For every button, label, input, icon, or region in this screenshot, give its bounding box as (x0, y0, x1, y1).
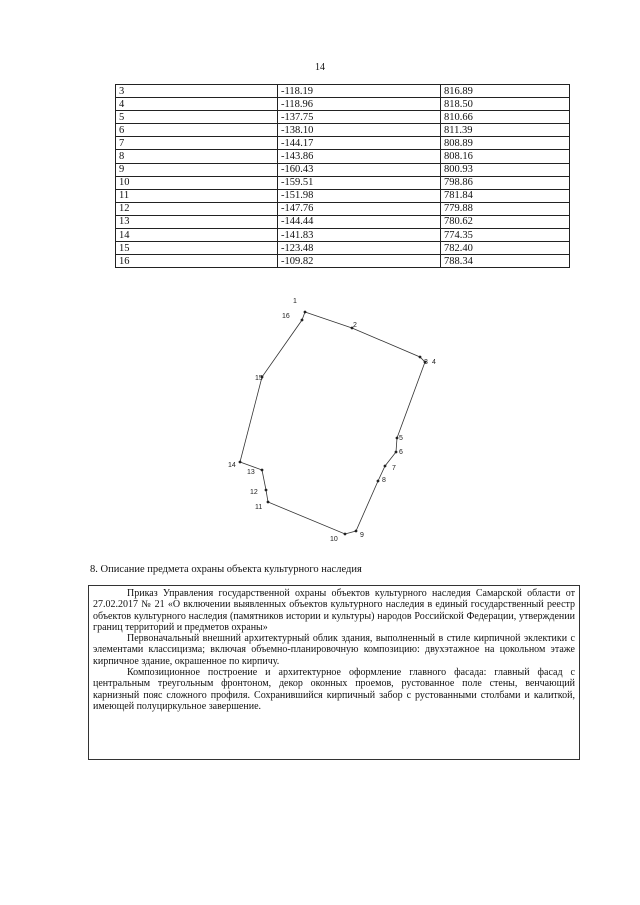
point-number-cell: 15 (116, 242, 278, 255)
point-label: 13 (247, 469, 255, 476)
point-label: 9 (360, 532, 364, 539)
boundary-point (384, 465, 387, 468)
point-label: 11 (255, 504, 263, 511)
y-coordinate-cell: 808.89 (441, 137, 570, 150)
x-coordinate-cell: -137.75 (278, 111, 441, 124)
y-coordinate-cell: 818.50 (441, 98, 570, 111)
point-number-cell: 11 (116, 189, 278, 202)
y-coordinate-cell: 780.62 (441, 215, 570, 228)
point-label: 1 (293, 298, 297, 305)
y-coordinate-cell: 808.16 (441, 150, 570, 163)
y-coordinate-cell: 811.39 (441, 124, 570, 137)
point-label: 3 (424, 359, 428, 366)
point-label: 7 (392, 465, 396, 472)
point-label: 15 (255, 375, 263, 382)
point-number-cell: 5 (116, 111, 278, 124)
boundary-point (419, 356, 422, 359)
point-label: 2 (353, 322, 357, 329)
x-coordinate-cell: -118.19 (278, 85, 441, 98)
x-coordinate-cell: -118.96 (278, 98, 441, 111)
point-number-cell: 16 (116, 255, 278, 268)
boundary-point (301, 319, 304, 322)
boundary-point (267, 501, 270, 504)
point-number-cell: 8 (116, 150, 278, 163)
x-coordinate-cell: -147.76 (278, 202, 441, 215)
boundary-point (355, 530, 358, 533)
y-coordinate-cell: 782.40 (441, 242, 570, 255)
point-number-cell: 9 (116, 163, 278, 176)
y-coordinate-cell: 779.88 (441, 202, 570, 215)
paragraph-order: Приказ Управления государственной охраны объектов культурного наследия Самарской области от 27.02.2017 № 21 «О включении выявленных объектов культурного наследия в единый государственный реестр объектов культурного наследия (памятников истории и культуры) народов Российской Федерации, утверждении границ территорий и предметов охраны» (93, 588, 575, 633)
x-coordinate-cell: -141.83 (278, 229, 441, 242)
protection-subject-box (88, 585, 580, 760)
point-label: 14 (228, 462, 236, 469)
boundary-point (265, 489, 268, 492)
y-coordinate-cell: 800.93 (441, 163, 570, 176)
point-label: 6 (399, 449, 403, 456)
point-label: 12 (250, 489, 258, 496)
boundary-point (377, 480, 380, 483)
point-number-cell: 7 (116, 137, 278, 150)
y-coordinate-cell: 774.35 (441, 229, 570, 242)
y-coordinate-cell: 798.86 (441, 176, 570, 189)
point-label: 8 (382, 477, 386, 484)
x-coordinate-cell: -123.48 (278, 242, 441, 255)
point-number-cell: 4 (116, 98, 278, 111)
x-coordinate-cell: -144.44 (278, 215, 441, 228)
point-number-cell: 3 (116, 85, 278, 98)
section-heading: 8. Описание предмета охраны объекта культурного наследия (90, 564, 362, 575)
point-label: 4 (432, 359, 436, 366)
y-coordinate-cell: 781.84 (441, 189, 570, 202)
boundary-point (395, 451, 398, 454)
x-coordinate-cell: -143.86 (278, 150, 441, 163)
point-number-cell: 10 (116, 176, 278, 189)
boundary-point (304, 311, 307, 314)
page-number: 14 (315, 62, 325, 73)
y-coordinate-cell: 816.89 (441, 85, 570, 98)
paragraph-facade: Композиционное построение и архитектурное оформление главного фасада: главный фасад с центральным треугольным фронтоном, декор оконных проемов, рустованное поле стены, венчающий карнизный пояс сложного профиля. Сохранившийся кирпичный забор с рустованными столбами и калиткой, имеющей полуциркульное завершение. (93, 667, 575, 712)
x-coordinate-cell: -144.17 (278, 137, 441, 150)
point-number-cell: 6 (116, 124, 278, 137)
point-number-cell: 13 (116, 215, 278, 228)
paragraph-appearance: Первоначальный внешний архитектурный облик здания, выполненный в стиле кирпичной эклектики с элементами классицизма; включая объемно-планировочную композицию: двухэтажное на цокольном этаже кирпичное здание, окрашенное по кирпичу. (93, 633, 575, 667)
point-label: 16 (282, 313, 290, 320)
x-coordinate-cell: -159.51 (278, 176, 441, 189)
x-coordinate-cell: -151.98 (278, 189, 441, 202)
point-label: 10 (330, 536, 338, 543)
x-coordinate-cell: -138.10 (278, 124, 441, 137)
point-number-cell: 12 (116, 202, 278, 215)
boundary-point (344, 533, 347, 536)
boundary-point (261, 469, 264, 472)
point-number-cell: 14 (116, 229, 278, 242)
boundary-point (396, 437, 399, 440)
y-coordinate-cell: 810.66 (441, 111, 570, 124)
x-coordinate-cell: -160.43 (278, 163, 441, 176)
x-coordinate-cell: -109.82 (278, 255, 441, 268)
y-coordinate-cell: 788.34 (441, 255, 570, 268)
point-label: 5 (399, 435, 403, 442)
boundary-point (239, 461, 242, 464)
